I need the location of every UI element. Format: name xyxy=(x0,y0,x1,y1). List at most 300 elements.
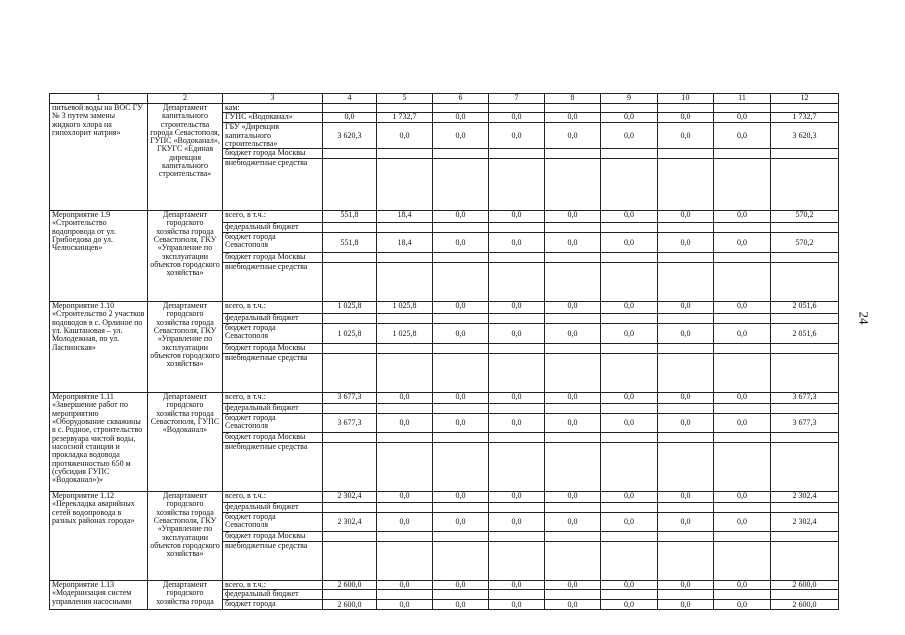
amount-cell xyxy=(714,443,771,492)
measure-name-cell: Мероприятие 1.13 «Модернизация систем управления насосными xyxy=(50,581,148,610)
amount-cell xyxy=(489,443,545,492)
amount-cell xyxy=(377,354,433,393)
funding-source-cell: внебюджетные средства xyxy=(223,542,323,581)
amount-cell xyxy=(601,404,658,414)
amount-cell xyxy=(489,590,545,600)
amount-cell: 0,0 xyxy=(714,600,771,610)
amount-cell xyxy=(601,159,658,211)
amount-cell: 0,0 xyxy=(601,492,658,503)
amount-cell xyxy=(601,344,658,354)
amount-cell xyxy=(714,159,771,211)
amount-cell xyxy=(714,404,771,414)
amount-cell xyxy=(714,253,771,263)
amount-cell xyxy=(714,149,771,159)
amount-cell xyxy=(545,253,601,263)
budget-table xyxy=(49,93,839,610)
funding-source-cell: ГБУ «Дирекция капитального строительства» xyxy=(223,123,323,149)
amount-cell: 1 025,8 xyxy=(323,324,377,344)
measure-name-cell: питьевой воды на ВОС ГУ № 3 путем замены жидкого хлора на гипохлорит натрия» xyxy=(50,104,148,211)
amount-cell xyxy=(545,263,601,302)
amount-cell: 0,0 xyxy=(658,414,714,433)
funding-source-cell: всего, в т.ч.: xyxy=(223,393,323,404)
amount-cell: 3 620,3 xyxy=(771,123,839,149)
amount-cell xyxy=(489,433,545,443)
amount-cell: 570,2 xyxy=(771,211,839,223)
amount-cell: 1 732,7 xyxy=(771,113,839,123)
amount-cell xyxy=(658,532,714,542)
amount-cell xyxy=(545,344,601,354)
amount-cell xyxy=(771,404,839,414)
amount-cell: 551,8 xyxy=(323,211,377,223)
column-number: 3 xyxy=(223,94,323,104)
column-number: 12 xyxy=(771,94,839,104)
amount-cell xyxy=(489,404,545,414)
amount-cell: 2 302,4 xyxy=(323,492,377,503)
amount-cell: 0,0 xyxy=(545,233,601,253)
amount-cell xyxy=(771,503,839,513)
amount-cell xyxy=(377,344,433,354)
amount-cell: 0,0 xyxy=(545,211,601,223)
amount-cell: 551,8 xyxy=(323,233,377,253)
amount-cell: 2 302,4 xyxy=(771,492,839,503)
amount-cell xyxy=(433,159,489,211)
amount-cell: 0,0 xyxy=(489,113,545,123)
amount-cell xyxy=(714,590,771,600)
amount-cell: 2 600,0 xyxy=(771,600,839,610)
amount-cell xyxy=(433,542,489,581)
amount-cell xyxy=(714,354,771,393)
amount-cell xyxy=(545,149,601,159)
executor-cell: Департамент городского хозяйства города Севастополя, ГКУ «Управление по эксплуатации объектов городского хозяйства» xyxy=(148,492,223,581)
amount-cell xyxy=(601,223,658,233)
amount-cell xyxy=(545,532,601,542)
amount-cell: 0,0 xyxy=(433,211,489,223)
table-row xyxy=(50,492,839,503)
amount-cell: 0,0 xyxy=(601,513,658,532)
column-number-row xyxy=(50,94,839,104)
executor-cell: Департамент городского хозяйства города Севастополя, ГУПС «Водоканал» xyxy=(148,393,223,492)
amount-cell: 0,0 xyxy=(377,513,433,532)
amount-cell xyxy=(377,590,433,600)
amount-cell xyxy=(658,443,714,492)
amount-cell: 0,0 xyxy=(714,581,771,590)
amount-cell: 0,0 xyxy=(658,211,714,223)
amount-cell xyxy=(323,354,377,393)
amount-cell: 0,0 xyxy=(377,123,433,149)
amount-cell xyxy=(658,404,714,414)
amount-cell: 0,0 xyxy=(323,113,377,123)
amount-cell: 0,0 xyxy=(714,113,771,123)
amount-cell xyxy=(377,542,433,581)
funding-source-cell: всего, в т.ч.: xyxy=(223,492,323,503)
amount-cell: 0,0 xyxy=(489,123,545,149)
amount-cell xyxy=(658,503,714,513)
executor-cell: Департамент городского хозяйства города Севастополя, ГКУ «Управление по эксплуатации объектов городского хозяйства» xyxy=(148,302,223,393)
amount-cell xyxy=(771,532,839,542)
funding-source-cell: всего, в т.ч.: xyxy=(223,211,323,223)
amount-cell: 0,0 xyxy=(545,123,601,149)
amount-cell xyxy=(377,503,433,513)
funding-source-cell: кам: xyxy=(223,104,323,113)
amount-cell xyxy=(433,344,489,354)
amount-cell xyxy=(433,104,489,113)
amount-cell xyxy=(545,542,601,581)
amount-cell xyxy=(489,253,545,263)
amount-cell xyxy=(601,542,658,581)
amount-cell: 0,0 xyxy=(714,324,771,344)
table-row xyxy=(50,211,839,223)
amount-cell: 3 620,3 xyxy=(323,123,377,149)
amount-cell: 3 677,3 xyxy=(323,393,377,404)
amount-cell: 0,0 xyxy=(433,581,489,590)
amount-cell: 1 025,8 xyxy=(377,302,433,314)
amount-cell xyxy=(323,443,377,492)
amount-cell xyxy=(377,404,433,414)
amount-cell xyxy=(377,104,433,113)
funding-source-cell: бюджет города Москвы xyxy=(223,253,323,263)
amount-cell xyxy=(323,223,377,233)
amount-cell xyxy=(714,223,771,233)
amount-cell: 0,0 xyxy=(377,393,433,404)
amount-cell: 2 051,6 xyxy=(771,302,839,314)
amount-cell: 0,0 xyxy=(658,233,714,253)
funding-source-cell: внебюджетные средства xyxy=(223,159,323,211)
amount-cell xyxy=(658,590,714,600)
amount-cell xyxy=(489,223,545,233)
amount-cell xyxy=(545,590,601,600)
amount-cell xyxy=(323,263,377,302)
amount-cell xyxy=(714,503,771,513)
amount-cell xyxy=(601,253,658,263)
amount-cell: 0,0 xyxy=(545,600,601,610)
amount-cell: 0,0 xyxy=(433,600,489,610)
amount-cell: 0,0 xyxy=(658,302,714,314)
funding-source-cell: всего, в т.ч.: xyxy=(223,581,323,590)
amount-cell: 0,0 xyxy=(601,211,658,223)
column-number: 2 xyxy=(148,94,223,104)
amount-cell xyxy=(545,443,601,492)
column-number: 6 xyxy=(433,94,489,104)
amount-cell: 0,0 xyxy=(545,492,601,503)
amount-cell xyxy=(489,532,545,542)
funding-source-cell: внебюджетные средства xyxy=(223,263,323,302)
funding-source-cell: бюджет города Москвы xyxy=(223,532,323,542)
amount-cell xyxy=(658,344,714,354)
amount-cell xyxy=(545,159,601,211)
budget-table-container xyxy=(49,93,839,610)
amount-cell xyxy=(489,542,545,581)
amount-cell: 0,0 xyxy=(714,123,771,149)
funding-source-cell: бюджет города Москвы xyxy=(223,433,323,443)
amount-cell xyxy=(601,149,658,159)
amount-cell: 2 600,0 xyxy=(771,581,839,590)
amount-cell xyxy=(771,542,839,581)
amount-cell: 0,0 xyxy=(545,324,601,344)
amount-cell xyxy=(323,532,377,542)
funding-source-cell: федеральный бюджет xyxy=(223,590,323,600)
amount-cell: 0,0 xyxy=(658,324,714,344)
amount-cell: 0,0 xyxy=(433,393,489,404)
amount-cell: 0,0 xyxy=(601,414,658,433)
amount-cell: 0,0 xyxy=(658,492,714,503)
amount-cell xyxy=(601,503,658,513)
amount-cell: 2 302,4 xyxy=(323,513,377,532)
amount-cell: 0,0 xyxy=(545,113,601,123)
amount-cell xyxy=(433,443,489,492)
amount-cell: 0,0 xyxy=(658,113,714,123)
amount-cell xyxy=(377,223,433,233)
amount-cell: 0,0 xyxy=(601,393,658,404)
amount-cell: 0,0 xyxy=(433,414,489,433)
amount-cell xyxy=(601,532,658,542)
funding-source-cell: федеральный бюджет xyxy=(223,223,323,233)
amount-cell xyxy=(323,159,377,211)
amount-cell xyxy=(545,404,601,414)
amount-cell: 0,0 xyxy=(433,123,489,149)
column-number: 8 xyxy=(545,94,601,104)
amount-cell xyxy=(489,159,545,211)
amount-cell: 2 600,0 xyxy=(323,600,377,610)
amount-cell: 0,0 xyxy=(433,302,489,314)
amount-cell xyxy=(714,542,771,581)
amount-cell xyxy=(433,223,489,233)
amount-cell xyxy=(323,503,377,513)
funding-source-cell: бюджет города xyxy=(223,600,323,610)
amount-cell xyxy=(714,532,771,542)
amount-cell xyxy=(658,149,714,159)
amount-cell: 18,4 xyxy=(377,233,433,253)
amount-cell xyxy=(658,542,714,581)
amount-cell xyxy=(377,433,433,443)
amount-cell: 0,0 xyxy=(489,211,545,223)
amount-cell: 0,0 xyxy=(433,324,489,344)
amount-cell xyxy=(658,354,714,393)
measure-name-cell: Мероприятие 1.10 «Строительство 2 участков водоводов в с. Орлиное по ул. Каштановая – ул. Молодежная, по ул. Ласпинская» xyxy=(50,302,148,393)
amount-cell xyxy=(771,223,839,233)
amount-cell xyxy=(658,223,714,233)
amount-cell xyxy=(545,503,601,513)
amount-cell: 0,0 xyxy=(489,324,545,344)
amount-cell: 0,0 xyxy=(489,492,545,503)
amount-cell: 0,0 xyxy=(601,600,658,610)
amount-cell: 0,0 xyxy=(601,581,658,590)
amount-cell: 0,0 xyxy=(545,581,601,590)
amount-cell: 0,0 xyxy=(489,393,545,404)
amount-cell xyxy=(489,149,545,159)
amount-cell xyxy=(771,159,839,211)
amount-cell: 3 677,3 xyxy=(323,414,377,433)
measure-name-cell: Мероприятие 1.11 «Завершение работ по мероприятию «Оборудование скважины в с. Родное, строительство резервуара чистой воды, насосной станции и прокладка водовода протяженностью 650 м (субсидия ГУПС «Водоканал»)» xyxy=(50,393,148,492)
funding-source-cell: бюджет города Севастополя xyxy=(223,414,323,433)
amount-cell: 3 677,3 xyxy=(771,393,839,404)
amount-cell xyxy=(545,223,601,233)
amount-cell xyxy=(433,253,489,263)
amount-cell xyxy=(323,344,377,354)
amount-cell xyxy=(323,314,377,324)
amount-cell xyxy=(433,314,489,324)
amount-cell: 0,0 xyxy=(489,581,545,590)
amount-cell xyxy=(545,433,601,443)
amount-cell: 0,0 xyxy=(545,393,601,404)
column-number: 11 xyxy=(714,94,771,104)
amount-cell: 1 025,8 xyxy=(377,324,433,344)
amount-cell xyxy=(323,590,377,600)
amount-cell: 1 732,7 xyxy=(377,113,433,123)
table-row xyxy=(50,393,839,404)
page-number: 24 xyxy=(856,311,872,325)
amount-cell: 0,0 xyxy=(658,513,714,532)
amount-cell: 3 677,3 xyxy=(771,414,839,433)
amount-cell xyxy=(771,443,839,492)
amount-cell: 2 302,4 xyxy=(771,513,839,532)
funding-source-cell: бюджет города Севастополя xyxy=(223,233,323,253)
amount-cell xyxy=(601,354,658,393)
column-number: 9 xyxy=(601,94,658,104)
measure-name-cell: Мероприятие 1.9 «Строительство водопровода от ул. Грибоедова до ул. Челюскинцев» xyxy=(50,211,148,302)
funding-source-cell: бюджет города Москвы xyxy=(223,344,323,354)
amount-cell xyxy=(433,503,489,513)
amount-cell xyxy=(377,443,433,492)
amount-cell: 0,0 xyxy=(658,393,714,404)
amount-cell: 570,2 xyxy=(771,233,839,253)
amount-cell xyxy=(771,104,839,113)
amount-cell: 0,0 xyxy=(658,581,714,590)
amount-cell xyxy=(377,314,433,324)
amount-cell xyxy=(545,314,601,324)
amount-cell xyxy=(377,532,433,542)
column-number: 4 xyxy=(323,94,377,104)
amount-cell: 0,0 xyxy=(714,302,771,314)
amount-cell xyxy=(714,314,771,324)
amount-cell xyxy=(714,263,771,302)
funding-source-cell: бюджет города Севастополя xyxy=(223,513,323,532)
amount-cell: 0,0 xyxy=(714,233,771,253)
amount-cell xyxy=(489,314,545,324)
column-number: 5 xyxy=(377,94,433,104)
amount-cell xyxy=(323,253,377,263)
funding-source-cell: всего, в т.ч.: xyxy=(223,302,323,314)
amount-cell: 0,0 xyxy=(601,324,658,344)
amount-cell xyxy=(714,104,771,113)
table-row xyxy=(50,104,839,113)
amount-cell: 0,0 xyxy=(714,393,771,404)
amount-cell: 0,0 xyxy=(714,414,771,433)
amount-cell: 0,0 xyxy=(489,513,545,532)
amount-cell xyxy=(658,314,714,324)
amount-cell xyxy=(771,433,839,443)
amount-cell xyxy=(601,433,658,443)
amount-cell xyxy=(771,344,839,354)
measure-name-cell: Мероприятие 1.12 «Перекладка аварийных сетей водопровода в разных районах города» xyxy=(50,492,148,581)
amount-cell xyxy=(489,263,545,302)
amount-cell xyxy=(433,404,489,414)
amount-cell xyxy=(714,344,771,354)
amount-cell xyxy=(433,149,489,159)
amount-cell xyxy=(433,532,489,542)
amount-cell xyxy=(433,354,489,393)
amount-cell: 0,0 xyxy=(601,302,658,314)
amount-cell: 0,0 xyxy=(658,123,714,149)
amount-cell: 0,0 xyxy=(489,233,545,253)
amount-cell xyxy=(658,433,714,443)
amount-cell xyxy=(545,354,601,393)
table-row xyxy=(50,302,839,314)
amount-cell xyxy=(377,253,433,263)
amount-cell: 0,0 xyxy=(489,414,545,433)
amount-cell xyxy=(489,354,545,393)
amount-cell xyxy=(489,503,545,513)
executor-cell: Департамент городского хозяйства города xyxy=(148,581,223,610)
amount-cell xyxy=(433,263,489,302)
amount-cell xyxy=(377,159,433,211)
amount-cell xyxy=(323,404,377,414)
amount-cell xyxy=(601,590,658,600)
amount-cell xyxy=(323,542,377,581)
amount-cell: 2 600,0 xyxy=(323,581,377,590)
amount-cell: 0,0 xyxy=(658,600,714,610)
amount-cell xyxy=(489,104,545,113)
amount-cell: 0,0 xyxy=(714,492,771,503)
column-number: 1 xyxy=(50,94,148,104)
funding-source-cell: федеральный бюджет xyxy=(223,404,323,414)
table-row xyxy=(50,581,839,590)
amount-cell: 0,0 xyxy=(489,600,545,610)
amount-cell xyxy=(323,433,377,443)
funding-source-cell: внебюджетные средства xyxy=(223,443,323,492)
funding-source-cell: федеральный бюджет xyxy=(223,503,323,513)
executor-cell: Департамент городского хозяйства города Севастополя, ГКУ «Управление по эксплуатации объектов городского хозяйства» xyxy=(148,211,223,302)
amount-cell xyxy=(771,253,839,263)
amount-cell xyxy=(601,263,658,302)
amount-cell xyxy=(433,590,489,600)
amount-cell xyxy=(489,344,545,354)
funding-source-cell: бюджет города Севастополя xyxy=(223,324,323,344)
amount-cell: 0,0 xyxy=(545,513,601,532)
amount-cell: 0,0 xyxy=(601,233,658,253)
amount-cell: 0,0 xyxy=(433,113,489,123)
amount-cell xyxy=(771,149,839,159)
amount-cell: 0,0 xyxy=(377,600,433,610)
amount-cell: 0,0 xyxy=(545,414,601,433)
amount-cell: 0,0 xyxy=(545,302,601,314)
amount-cell xyxy=(601,104,658,113)
amount-cell xyxy=(377,149,433,159)
amount-cell xyxy=(601,443,658,492)
amount-cell xyxy=(658,104,714,113)
amount-cell xyxy=(433,433,489,443)
amount-cell xyxy=(601,314,658,324)
funding-source-cell: внебюджетные средства xyxy=(223,354,323,393)
amount-cell xyxy=(771,314,839,324)
funding-source-cell: ГУПС «Водоканал» xyxy=(223,113,323,123)
budget-table-body xyxy=(50,94,839,610)
amount-cell xyxy=(658,159,714,211)
amount-cell: 0,0 xyxy=(433,513,489,532)
column-number: 10 xyxy=(658,94,714,104)
funding-source-cell: федеральный бюджет xyxy=(223,314,323,324)
amount-cell xyxy=(714,433,771,443)
amount-cell: 0,0 xyxy=(377,581,433,590)
amount-cell xyxy=(771,590,839,600)
amount-cell xyxy=(545,104,601,113)
executor-cell: Департамент капитального строительства города Севастополя, ГУПС «Водоканал», ГКУГС «Единая дирекция капитального строительства» xyxy=(148,104,223,211)
amount-cell: 0,0 xyxy=(377,414,433,433)
amount-cell xyxy=(771,354,839,393)
amount-cell xyxy=(377,263,433,302)
amount-cell: 0,0 xyxy=(601,123,658,149)
amount-cell xyxy=(771,263,839,302)
amount-cell xyxy=(323,149,377,159)
